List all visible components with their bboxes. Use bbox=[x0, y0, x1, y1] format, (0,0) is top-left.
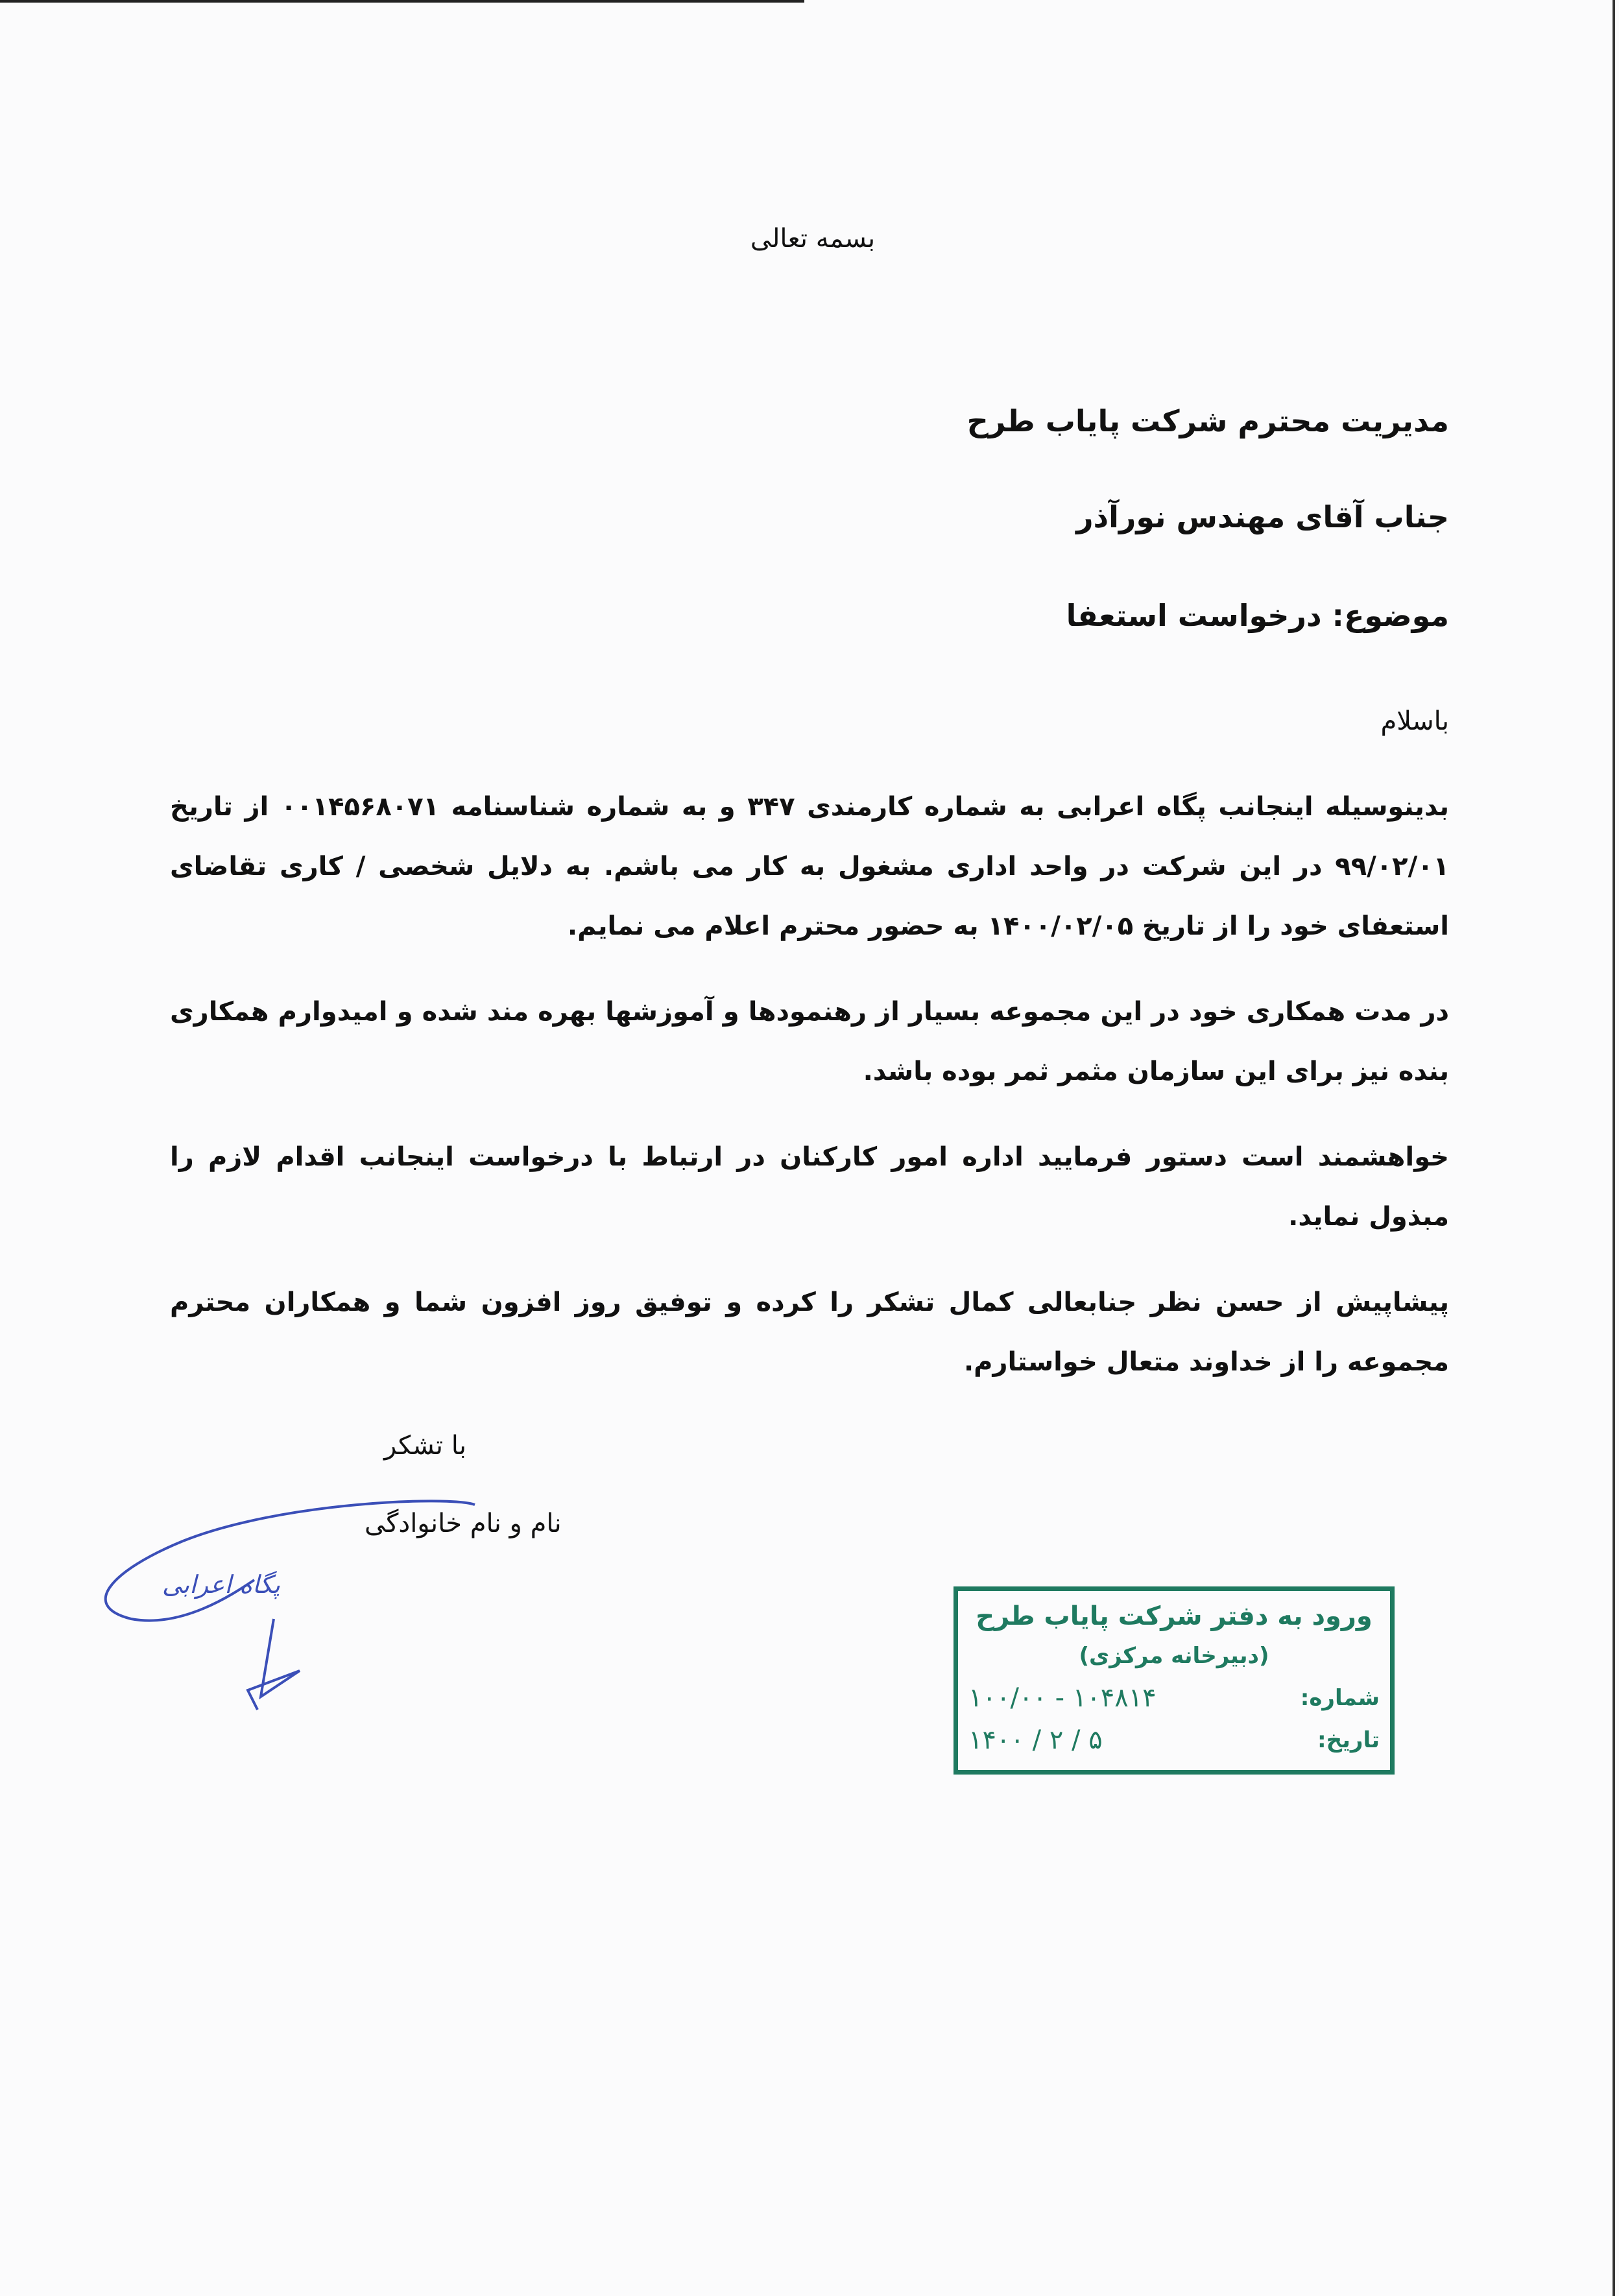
stamp-subtitle: (دبیرخانه مرکزی) bbox=[1079, 1643, 1269, 1669]
stamp-date-value: ۱۴۰۰ / ۲ / ۵ bbox=[968, 1725, 1103, 1755]
paragraph-4: پیشاپیش از حسن نظر جنابعالی کمال تشکر را کرده و توفیق روز افزون شما و همکاران محترم مجموعه را از خداوند متعال خواستارم. bbox=[170, 1287, 1449, 1377]
paragraph-3: خواهشمند است دستور فرمایید اداره امور کارکنان در ارتباط با درخواست اینجانب اقدام لازم را مبذول نماید. bbox=[170, 1142, 1449, 1232]
stamp-number-label: شماره: bbox=[1300, 1685, 1380, 1711]
stamp-number-value: ۱۰۰/۰۰ - ۱۰۴۸۱۴ bbox=[968, 1683, 1157, 1713]
closing-thanks: با تشکر bbox=[384, 1431, 467, 1461]
registry-stamp bbox=[953, 1586, 1395, 1775]
handwritten-name: پگاه اعرابی bbox=[162, 1570, 280, 1599]
stamp-date-label: تاریخ: bbox=[1317, 1727, 1380, 1753]
paragraph-2: در مدت همکاری خود در این مجموعه بسیار از رهنمودها و آموزشها بهره مند شده و امیدوارم همکاری بنده نیز برای این سازمان مثمر ثمر بوده باشد. bbox=[170, 997, 1449, 1086]
basmala: بسمه تعالی bbox=[750, 224, 876, 254]
subject: موضوع: درخواست استعفا bbox=[1066, 598, 1449, 633]
recipient-person: جناب آقای مهندس نورآذر bbox=[1076, 499, 1449, 534]
scan-edge-right bbox=[1613, 0, 1615, 2296]
paragraph-1: بدینوسیله اینجانب پگاه اعرابی به شماره کارمندی ۳۴۷ و به شماره شناسنامه ۰۰۱۴۵۶۸۰۷۱ از تاریخ ۹۹/۰۲/۰۱ در این شرکت در واحد اداری مشغول به کار می باشم. به دلایل شخصی / کاری تقاضای استعفای خود را از تاریخ ۱۴۰۰/۰۲/۰۵ به حضور محترم اعلام می نمایم. bbox=[170, 792, 1449, 941]
recipient-company: مدیریت محترم شرکت پایاب طرح bbox=[966, 403, 1449, 438]
scan-edge-top bbox=[0, 0, 804, 3]
stamp-title: ورود به دفتر شرکت پایاب طرح bbox=[976, 1601, 1373, 1631]
greeting: باسلام bbox=[1380, 706, 1449, 736]
name-label: نام و نام خانوادگی bbox=[365, 1509, 562, 1538]
